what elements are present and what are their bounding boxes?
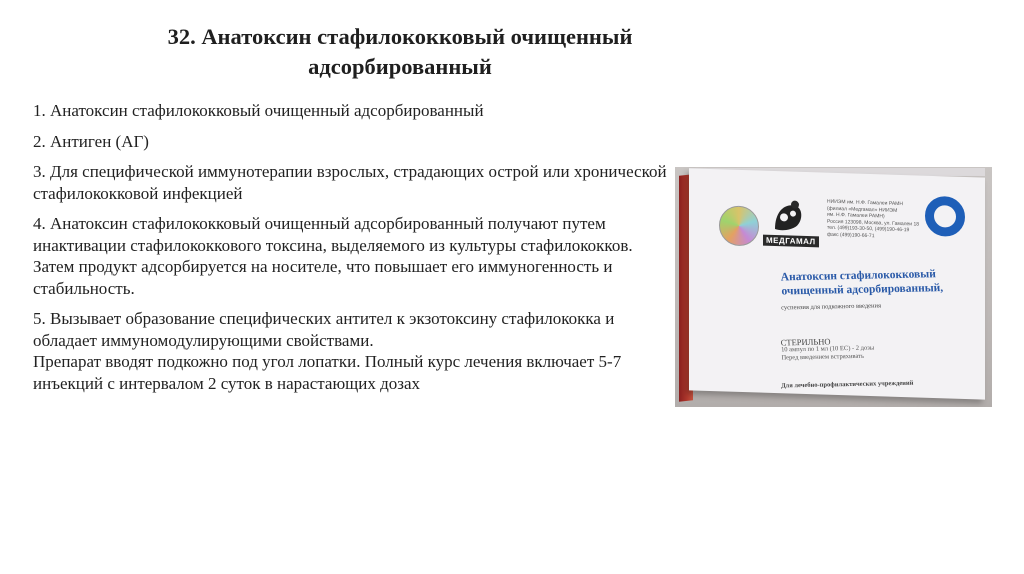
maker-line: тел. (499)193-30-50, (499)190-46-19 <box>827 224 910 234</box>
shake-note: Перед введением встряхивать <box>781 352 865 362</box>
paragraph-3: 3. Для специфической иммунотерапии взрослых, страдающих острой или хронической стафилококковой инфекцией <box>33 162 667 203</box>
pack-label: 10 ампул по 1 мл (10 ЕС) - 2 дозы <box>780 344 875 354</box>
paragraph-2: 2. Антиген (АГ) <box>33 131 149 151</box>
product-form: суспензия для подкожного введения <box>780 302 882 312</box>
product-pack-info <box>781 334 982 362</box>
sterile-label: СТЕРИЛЬНО <box>780 336 831 348</box>
product-photo <box>675 167 992 407</box>
maker-line: факс (499)190-66-71 <box>827 231 875 239</box>
slide-title <box>40 22 760 82</box>
paragraph-4: 4. Анатоксин стафилококковый очищенный адсорбированный получают путем инактивации стафилококкового токсина, выделяемого из культуры стафилококков. Затем продукт адсорбируется на носителе, что повышает его иммуногенность и стабильность. <box>33 214 633 298</box>
blue-ring-icon <box>925 196 965 237</box>
product-name-line-2: очищенный адсорбированный, <box>781 282 944 298</box>
product-footer: Для лечебно-профилактических учреждений <box>780 379 914 390</box>
product-name-line-1: Анатоксин стафилококковый <box>780 268 937 284</box>
paragraph-1: 1. Анатоксин стафилококковый очищенный адсорбированный <box>33 101 484 120</box>
medgamal-logo-icon <box>771 199 805 234</box>
paragraph-5: 5. Вызывает образование специфических антител к экзотоксину стафилококка и обладает иммуномодулирующими свойствами. <box>33 309 615 350</box>
hologram-sticker-icon <box>719 205 759 246</box>
manufacturer-info <box>827 199 923 241</box>
maker-line: Россия 123098, Москва, ул. Гамалеи 18 <box>827 218 920 228</box>
product-name <box>780 266 981 298</box>
maker-line: НИИЭМ им. Н.Ф. Гамалеи РАМН <box>827 198 903 208</box>
paragraph-6: Препарат вводят подкожно под угол лопатки. Полный курс лечения включает 5-7 инъекций с интервалом 2 суток в нарастающих дозах <box>33 352 622 393</box>
brand-label: МЕДГАМАЛ <box>763 235 819 248</box>
product-box <box>689 168 985 399</box>
slide-title-line-2: адсорбированный <box>308 54 492 79</box>
slide-body <box>33 100 673 403</box>
slide-title-line-1: 32. Анатоксин стафилококковый очищенный <box>167 24 633 49</box>
maker-line: (филиал «Медгамал» НИИЭМ <box>827 205 898 214</box>
maker-line: им. Н.Ф. Гамалеи РАМН) <box>827 211 885 220</box>
